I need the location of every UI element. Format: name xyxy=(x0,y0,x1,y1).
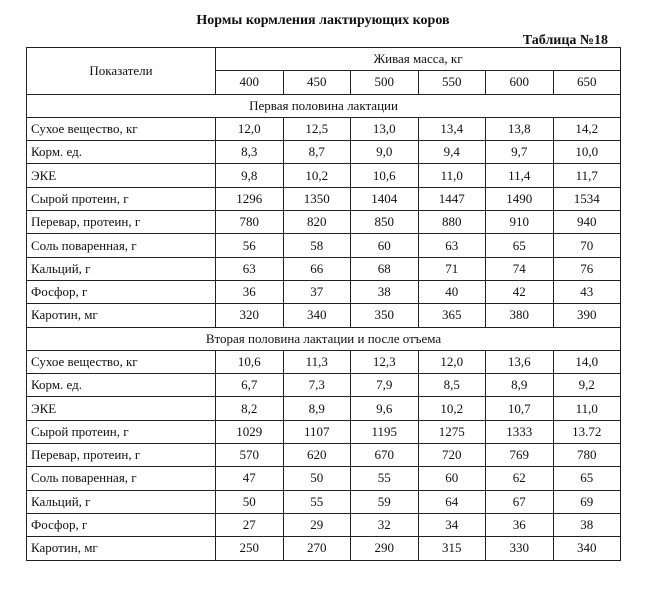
value-cell: 9,6 xyxy=(351,397,419,420)
row-label: Перевар, протеин, г xyxy=(27,211,216,234)
value-cell: 74 xyxy=(486,257,554,280)
value-cell: 55 xyxy=(283,490,351,513)
section-row xyxy=(27,94,621,117)
value-cell: 7,3 xyxy=(283,374,351,397)
row-label: ЭКЕ xyxy=(27,397,216,420)
mass-cell: 600 xyxy=(486,71,554,94)
value-cell: 1029 xyxy=(216,420,284,443)
value-cell: 65 xyxy=(486,234,554,257)
value-cell: 13,4 xyxy=(418,117,486,140)
table-row xyxy=(27,444,621,467)
value-cell: 12,5 xyxy=(283,117,351,140)
value-cell: 43 xyxy=(553,280,621,303)
value-cell: 60 xyxy=(351,234,419,257)
value-cell: 13,8 xyxy=(486,117,554,140)
value-cell: 12,3 xyxy=(351,350,419,373)
value-cell: 250 xyxy=(216,537,284,560)
value-cell: 50 xyxy=(216,490,284,513)
value-cell: 1404 xyxy=(351,187,419,210)
value-cell: 14,2 xyxy=(553,117,621,140)
value-cell: 76 xyxy=(553,257,621,280)
value-cell: 1275 xyxy=(418,420,486,443)
value-cell: 7,9 xyxy=(351,374,419,397)
value-cell: 340 xyxy=(553,537,621,560)
value-cell: 13,0 xyxy=(351,117,419,140)
value-cell: 8,2 xyxy=(216,397,284,420)
table-row xyxy=(27,280,621,303)
indicators-header: Показатели xyxy=(27,48,216,95)
value-cell: 1447 xyxy=(418,187,486,210)
value-cell: 40 xyxy=(418,280,486,303)
table-row xyxy=(27,350,621,373)
value-cell: 37 xyxy=(283,280,351,303)
value-cell: 58 xyxy=(283,234,351,257)
value-cell: 11,7 xyxy=(553,164,621,187)
value-cell: 62 xyxy=(486,467,554,490)
row-label: Сухое вещество, кг xyxy=(27,117,216,140)
value-cell: 10,2 xyxy=(283,164,351,187)
value-cell: 47 xyxy=(216,467,284,490)
value-cell: 65 xyxy=(553,467,621,490)
value-cell: 1333 xyxy=(486,420,554,443)
row-label: Корм. ед. xyxy=(27,374,216,397)
value-cell: 315 xyxy=(418,537,486,560)
table-row xyxy=(27,164,621,187)
value-cell: 780 xyxy=(553,444,621,467)
section-row xyxy=(27,327,621,350)
value-cell: 50 xyxy=(283,467,351,490)
mass-cell: 550 xyxy=(418,71,486,94)
value-cell: 365 xyxy=(418,304,486,327)
table-row xyxy=(27,397,621,420)
value-cell: 34 xyxy=(418,513,486,536)
value-cell: 940 xyxy=(553,211,621,234)
page-title: Нормы кормления лактирующих коров xyxy=(196,13,450,28)
mass-cell: 400 xyxy=(216,71,284,94)
value-cell: 850 xyxy=(351,211,419,234)
value-cell: 10,7 xyxy=(486,397,554,420)
table-row xyxy=(27,513,621,536)
value-cell: 10,6 xyxy=(216,350,284,373)
value-cell: 350 xyxy=(351,304,419,327)
row-label: Сырой протеин, г xyxy=(27,420,216,443)
value-cell: 320 xyxy=(216,304,284,327)
value-cell: 12,0 xyxy=(418,350,486,373)
row-label: ЭКЕ xyxy=(27,164,216,187)
value-cell: 1350 xyxy=(283,187,351,210)
value-cell: 66 xyxy=(283,257,351,280)
value-cell: 27 xyxy=(216,513,284,536)
row-label: Каротин, мг xyxy=(27,537,216,560)
row-label: Каротин, мг xyxy=(27,304,216,327)
table-row xyxy=(27,420,621,443)
live-mass-header: Живая масса, кг xyxy=(216,48,621,71)
value-cell: 1195 xyxy=(351,420,419,443)
table-row xyxy=(27,187,621,210)
value-cell: 63 xyxy=(418,234,486,257)
value-cell: 63 xyxy=(216,257,284,280)
value-cell: 11,3 xyxy=(283,350,351,373)
table-row xyxy=(27,304,621,327)
mass-cell: 450 xyxy=(283,71,351,94)
section-title: Вторая половина лактации и после отъема xyxy=(27,327,621,350)
table-row xyxy=(27,117,621,140)
value-cell: 38 xyxy=(351,280,419,303)
value-cell: 68 xyxy=(351,257,419,280)
value-cell: 9,4 xyxy=(418,141,486,164)
value-cell: 290 xyxy=(351,537,419,560)
value-cell: 55 xyxy=(351,467,419,490)
value-cell: 10,0 xyxy=(553,141,621,164)
table-body xyxy=(27,48,621,561)
row-label: Сырой протеин, г xyxy=(27,187,216,210)
value-cell: 11,0 xyxy=(553,397,621,420)
value-cell: 1296 xyxy=(216,187,284,210)
table-row xyxy=(27,490,621,513)
value-cell: 820 xyxy=(283,211,351,234)
value-cell: 38 xyxy=(553,513,621,536)
row-label: Кальций, г xyxy=(27,257,216,280)
value-cell: 13.72 xyxy=(553,420,621,443)
value-cell: 8,9 xyxy=(283,397,351,420)
value-cell: 570 xyxy=(216,444,284,467)
value-cell: 36 xyxy=(216,280,284,303)
value-cell: 11,0 xyxy=(418,164,486,187)
value-cell: 1490 xyxy=(486,187,554,210)
row-label: Кальций, г xyxy=(27,490,216,513)
value-cell: 8,3 xyxy=(216,141,284,164)
value-cell: 9,2 xyxy=(553,374,621,397)
value-cell: 620 xyxy=(283,444,351,467)
value-cell: 9,0 xyxy=(351,141,419,164)
table-row xyxy=(27,211,621,234)
value-cell: 12,0 xyxy=(216,117,284,140)
value-cell: 13,6 xyxy=(486,350,554,373)
value-cell: 769 xyxy=(486,444,554,467)
value-cell: 8,7 xyxy=(283,141,351,164)
table-row xyxy=(27,467,621,490)
value-cell: 720 xyxy=(418,444,486,467)
section-title: Первая половина лактации xyxy=(27,94,621,117)
table-number: Таблица №18 xyxy=(522,33,608,48)
value-cell: 42 xyxy=(486,280,554,303)
value-cell: 1534 xyxy=(553,187,621,210)
table-row xyxy=(27,374,621,397)
value-cell: 36 xyxy=(486,513,554,536)
value-cell: 71 xyxy=(418,257,486,280)
row-label: Сухое вещество, кг xyxy=(27,350,216,373)
table-row xyxy=(27,234,621,257)
row-label: Фосфор, г xyxy=(27,513,216,536)
value-cell: 6,7 xyxy=(216,374,284,397)
value-cell: 880 xyxy=(418,211,486,234)
value-cell: 67 xyxy=(486,490,554,513)
value-cell: 59 xyxy=(351,490,419,513)
value-cell: 330 xyxy=(486,537,554,560)
table-row xyxy=(27,537,621,560)
value-cell: 10,2 xyxy=(418,397,486,420)
table-row xyxy=(27,141,621,164)
value-cell: 8,5 xyxy=(418,374,486,397)
row-label: Фосфор, г xyxy=(27,280,216,303)
value-cell: 69 xyxy=(553,490,621,513)
row-label: Соль поваренная, г xyxy=(27,234,216,257)
mass-cell: 500 xyxy=(351,71,419,94)
feeding-norms-table xyxy=(26,47,621,561)
value-cell: 670 xyxy=(351,444,419,467)
value-cell: 56 xyxy=(216,234,284,257)
value-cell: 780 xyxy=(216,211,284,234)
value-cell: 270 xyxy=(283,537,351,560)
value-cell: 11,4 xyxy=(486,164,554,187)
value-cell: 380 xyxy=(486,304,554,327)
value-cell: 60 xyxy=(418,467,486,490)
value-cell: 29 xyxy=(283,513,351,536)
value-cell: 70 xyxy=(553,234,621,257)
row-label: Соль поваренная, г xyxy=(27,467,216,490)
value-cell: 64 xyxy=(418,490,486,513)
value-cell: 910 xyxy=(486,211,554,234)
table-row xyxy=(27,257,621,280)
value-cell: 9,8 xyxy=(216,164,284,187)
value-cell: 9,7 xyxy=(486,141,554,164)
value-cell: 1107 xyxy=(283,420,351,443)
row-label: Корм. ед. xyxy=(27,141,216,164)
value-cell: 8,9 xyxy=(486,374,554,397)
value-cell: 390 xyxy=(553,304,621,327)
value-cell: 10,6 xyxy=(351,164,419,187)
row-label: Перевар, протеин, г xyxy=(27,444,216,467)
header-row xyxy=(27,48,621,71)
value-cell: 32 xyxy=(351,513,419,536)
mass-cell: 650 xyxy=(553,71,621,94)
value-cell: 340 xyxy=(283,304,351,327)
value-cell: 14,0 xyxy=(553,350,621,373)
